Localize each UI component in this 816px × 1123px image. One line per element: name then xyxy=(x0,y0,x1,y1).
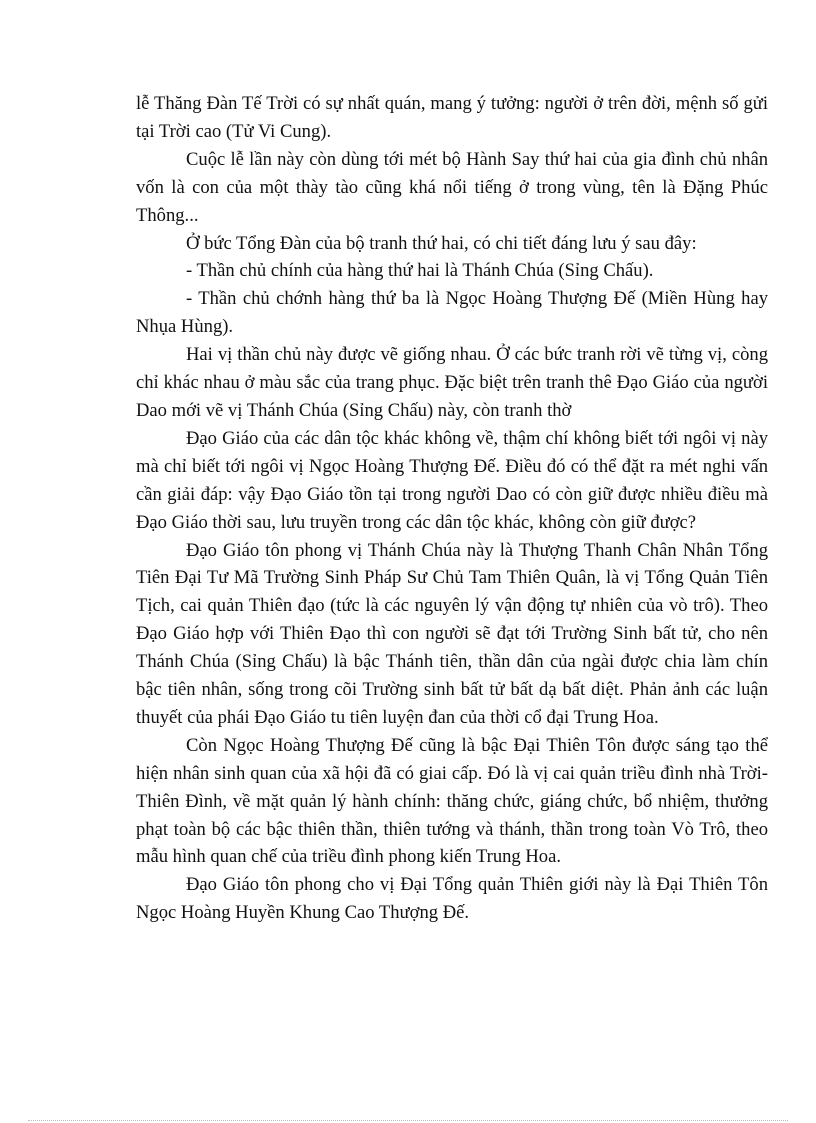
paragraph-3: Ở bức Tổng Đàn của bộ tranh thứ hai, có chi tiết đáng lưu ý sau đây: xyxy=(186,232,697,254)
paragraph-2: Cuộc lễ lần này còn dùng tới mét bộ Hành Say thứ hai của gia đình chủ nhân vốn là con của một thày tào cũng khá nổi tiếng ở trong vùng, tên là Đặng Phúc Thông... xyxy=(136,148,768,226)
paragraph-8: Đạo Giáo tôn phong vị Thánh Chúa này là Thượng Thanh Chân Nhân Tổng Tiên Đại Tư Mã Trường Sinh Pháp Sư Chủ Tam Thiên Quân, là vị Tổng Quản Tiên Tịch, cai quản Thiên đạo (tức là các nguyên lý vận động tự nhiên của vò trô). Theo Đạo Giáo hợp với Thiên Đạo thì con người sẽ đạt tới Trường Sinh bất tử, cho nên Thánh Chúa (Sỉng Chấu) là bậc Thánh tiên, thần dân của ngài được chia làm chín bậc tiên nhân, sống trong cõi Trường sinh bất tử bất dạ bất diệt. Phản ảnh các luận thuyết của phái Đạo Giáo tu tiên luyện đan của thời cổ đại Trung Hoa. xyxy=(136,539,768,728)
page-bottom-divider xyxy=(28,1120,788,1121)
paragraph-7: Đạo Giáo của các dân tộc khác không về, thậm chí không biết tới ngôi vị này mà chỉ biết tới ngôi vị Ngọc Hoàng Thượng Đế. Điều đó có thể đặt ra mét nghi vấn cần giải đáp: vậy Đạo Giáo tồn tại trong người Dao có còn giữ được nhiều điều mà Đạo Giáo thời sau, lưu truyền trong các dân tộc khác, không còn giữ được? xyxy=(136,427,768,533)
paragraph-5: - Thần chủ chớnh hàng thứ ba là Ngọc Hoàng Thượng Đế (Miền Hùng hay Nhụa Hùng). xyxy=(136,288,768,338)
paragraph-1: lễ Thăng Đàn Tế Trời có sự nhất quán, mang ý tưởng: người ở trên đời, mệnh số gửi tại Trời cao (Tử Vi Cung). xyxy=(136,93,768,142)
paragraph-4: - Thần chủ chính của hàng thứ hai là Thánh Chúa (Sỉng Chấu). xyxy=(186,260,654,282)
paragraph-10: Đạo Giáo tôn phong cho vị Đại Tổng quản Thiên giới này là Đại Thiên Tôn Ngọc Hoàng Huyền Khung Cao Thượng Đế. xyxy=(136,874,768,924)
document-page xyxy=(136,90,768,927)
paragraph-9: Còn Ngọc Hoàng Thượng Đế cũng là bậc Đại Thiên Tôn được sáng tạo thể hiện nhân sinh quan của xã hội đã có giai cấp. Đó là vị cai quản triều đình nhà Trời- Thiên Đình, về mặt quản lý hành chính: thăng chức, giáng chức, bổ nhiệm, thưởng phạt toàn bộ các bậc thiên thần, thiên tướng và thánh, thần trong toàn Vò Trô, theo mẫu hình quan chế của triều đình phong kiến Trung Hoa. xyxy=(136,734,768,868)
paragraph-6: Hai vị thần chủ này được vẽ giống nhau. Ở các bức tranh rời vẽ từng vị, còng chỉ khác nhau ở màu sắc của trang phục. Đặc biệt trên tranh thê Đạo Giáo của người Dao mới vẽ vị Thánh Chúa (Sỉng Chấu) này, còn tranh thờ xyxy=(136,344,768,421)
